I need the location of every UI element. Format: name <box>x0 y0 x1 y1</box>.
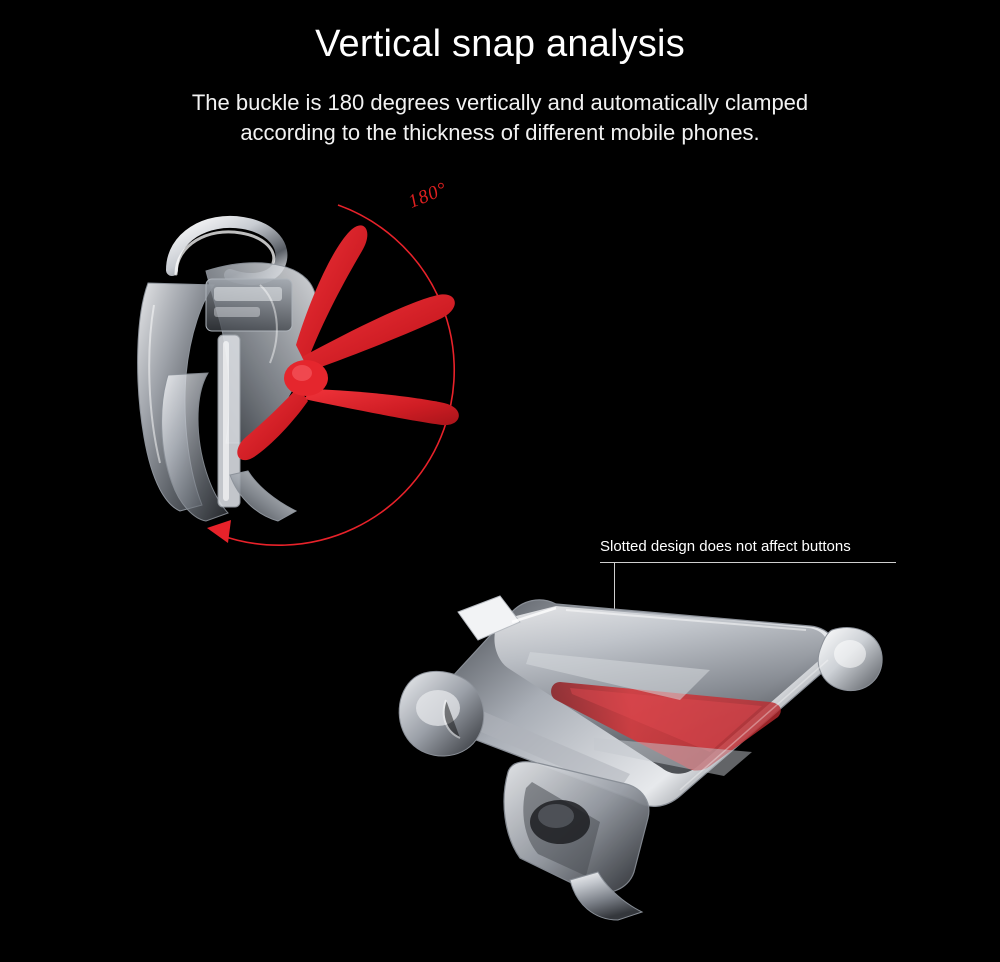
angle-label: 180° <box>405 178 451 213</box>
page-title: Vertical snap analysis <box>315 23 685 65</box>
holder-device-graphic <box>380 560 940 950</box>
subtitle-line-1: The buckle is 180 degrees vertically and automatically clamped <box>191 90 809 115</box>
red-rotation-fins-icon <box>110 175 530 575</box>
callout-label: Slotted design does not affect buttons <box>600 538 851 555</box>
upper-illustration <box>110 175 530 575</box>
subtitle-line-2: according to the thickness of different mobile phones. <box>240 120 760 146</box>
lower-illustration <box>380 560 940 950</box>
page-subtitle <box>0 88 1000 149</box>
